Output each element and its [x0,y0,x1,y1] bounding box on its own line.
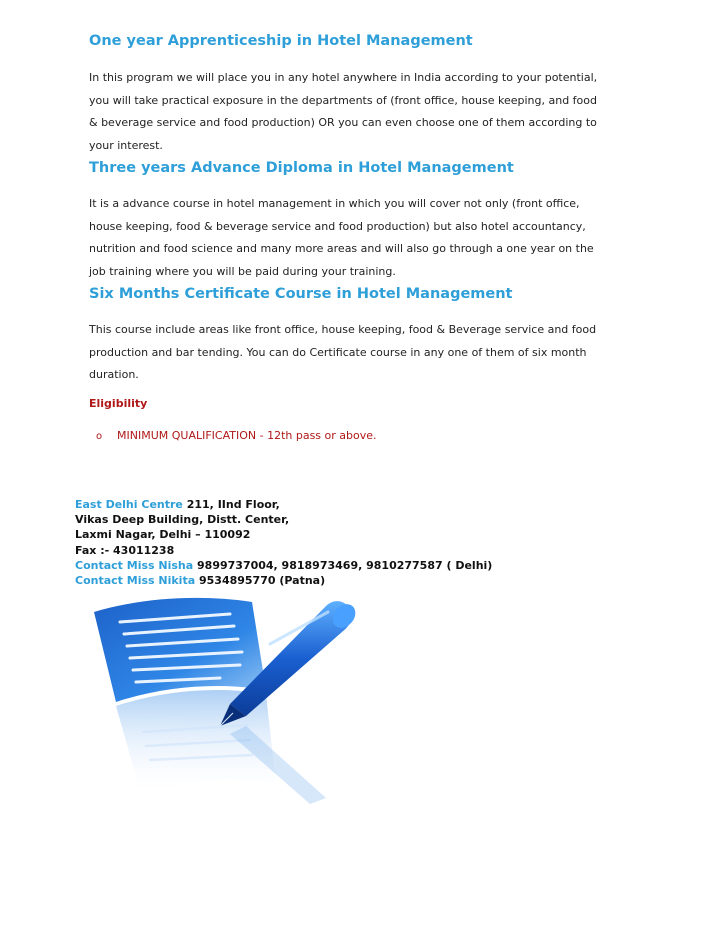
contact-line-nisha [75,558,492,573]
eligibility-heading: Eligibility [89,397,148,410]
address-line-3: Laxmi Nagar, Delhi – 110092 [75,528,251,542]
section-heading-diploma: Three years Advance Diploma in Hotel Management [89,160,514,176]
contact1-label: Contact Miss Nisha [75,558,194,572]
contact2-label: Contact Miss Nikita [75,574,196,588]
section-body-diploma: It is a advance course in hotel management in which you will cover not only (front office, house keeping, food & beverage service and food production) but also hotel accountancy, nutrition and food science and many more areas and will also go through a one year on the job training where you will be paid during your training. [89,197,594,278]
fax-line: Fax :- 43011238 [75,543,175,557]
eligibility-item: MINIMUM QUALIFICATION - 12th pass or above. [117,429,377,442]
contact-line-centre [75,497,492,512]
section-body-apprenticeship: In this program we will place you in any hotel anywhere in India according to your potential, you will take practical exposure in the departments of (front office, house keeping, and food & beverage service and food production) OR you can even choose one of them according to your interest. [89,71,598,152]
address-line-2: Vikas Deep Building, Distt. Center, [75,513,290,527]
centre-address: 211, IInd Floor, [186,498,280,511]
contact-block [75,497,492,588]
section-heading-apprenticeship: One year Apprenticeship in Hotel Management [89,33,473,49]
contact2-value: 9534895770 (Patna) [198,574,326,588]
section-body-certificate: This course include areas like front office, house keeping, food & Beverage service and food production and bar tending. You can do Certificate course in any one of them of six month duration. [89,323,597,381]
pen-and-paper-icon [80,584,380,814]
bullet-icon: o [96,431,103,442]
section-heading-certificate: Six Months Certificate Course in Hotel Management [89,286,513,302]
centre-label: East Delhi Centre [75,498,183,511]
contact1-value: 9899737004, 9818973469, 9810277587 ( Delhi) [197,558,493,572]
